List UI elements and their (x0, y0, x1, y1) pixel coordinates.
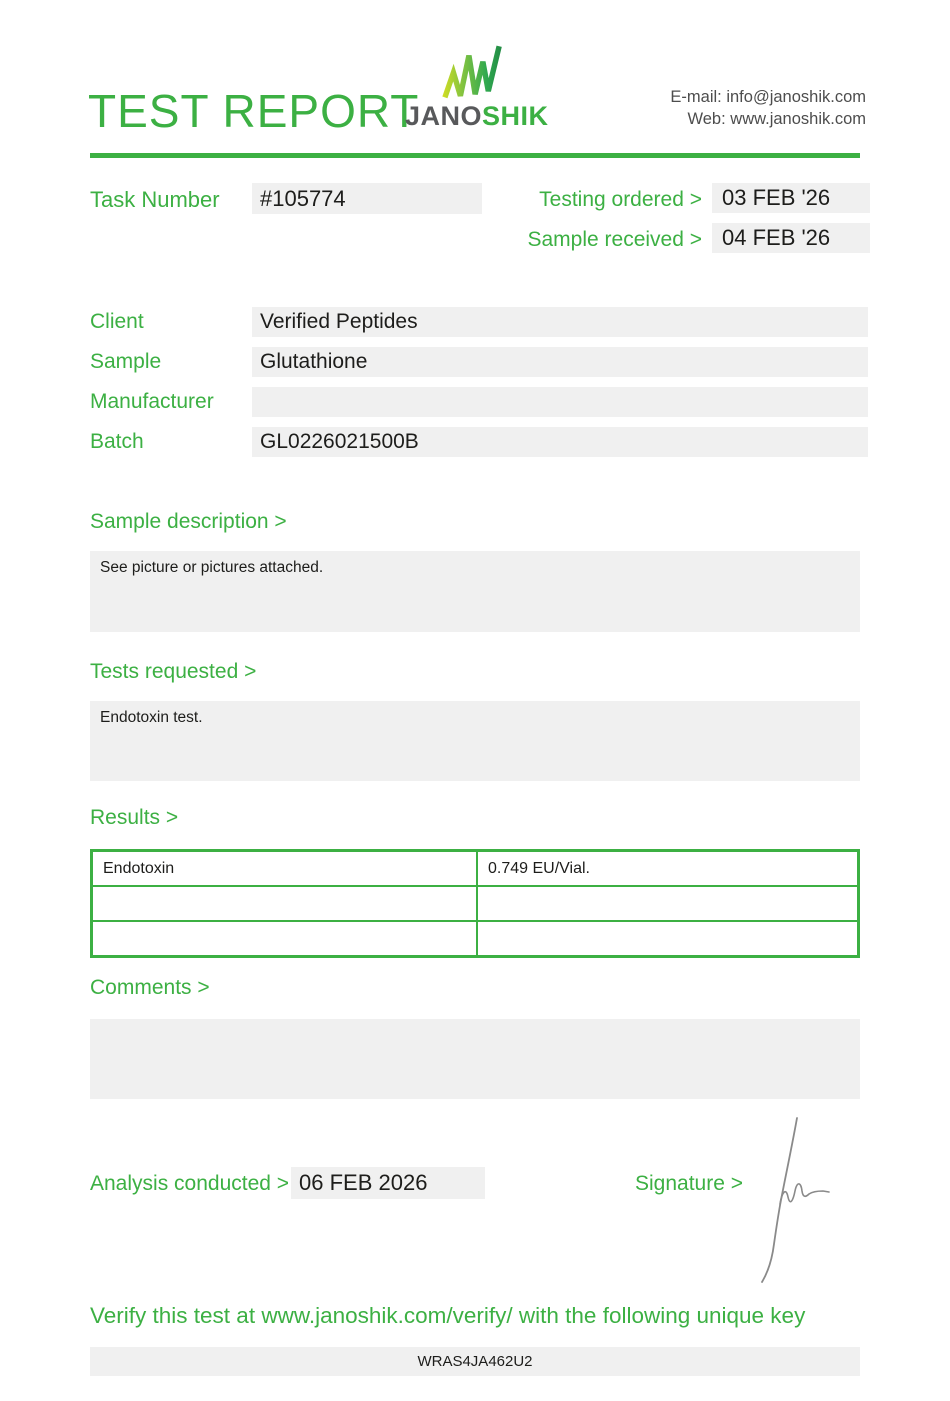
result-value-cell (477, 886, 858, 921)
contact-web: Web: www.janoshik.com (687, 110, 866, 128)
comments-heading: Comments > (90, 976, 210, 999)
janoshik-logo-wordmark (405, 101, 549, 132)
comments-box (90, 1019, 860, 1099)
logo-word-dark: JANO (405, 101, 483, 131)
task-number-value: #105774 (252, 183, 482, 214)
results-heading: Results > (90, 806, 179, 829)
result-value-cell (477, 921, 858, 956)
batch-label: Batch (90, 430, 144, 453)
results-table (90, 849, 860, 958)
signature-label: Signature > (635, 1172, 743, 1195)
manufacturer-label: Manufacturer (90, 390, 214, 413)
header-divider (90, 153, 860, 158)
result-name-cell (92, 886, 477, 921)
sample-label: Sample (90, 350, 162, 373)
contact-email: E-mail: info@janoshik.com (670, 88, 866, 106)
logo-word-green: SHIK (482, 101, 549, 131)
result-name-cell (92, 921, 477, 956)
analysis-conducted-label: Analysis conducted > (90, 1172, 290, 1195)
janoshik-chart-peaks-icon (438, 40, 520, 102)
result-value-cell: 0.749 EU/Vial. (477, 851, 858, 886)
verify-instruction: Verify this test at www.janoshik.com/verify/ with the following unique key (90, 1303, 806, 1328)
contact-block (670, 86, 866, 130)
sample-received-label: Sample received > (527, 228, 702, 251)
handwritten-signature (750, 1112, 844, 1288)
analysis-conducted-value: 06 FEB 2026 (291, 1167, 485, 1199)
tests-requested-heading: Tests requested > (90, 660, 257, 683)
task-number-label: Task Number (90, 187, 220, 212)
result-name-cell: Endotoxin (92, 851, 477, 886)
sample-description-box: See picture or pictures attached. (90, 551, 860, 632)
testing-ordered-label: Testing ordered > (539, 188, 702, 211)
sample-description-heading: Sample description > (90, 510, 287, 533)
tests-requested-box: Endotoxin test. (90, 701, 860, 781)
sample-received-value: 04 FEB '26 (712, 223, 870, 253)
unique-key-value: WRAS4JA462U2 (90, 1347, 860, 1376)
manufacturer-value (252, 387, 868, 417)
page-title: TEST REPORT (88, 85, 420, 137)
sample-value: Glutathione (252, 347, 868, 377)
testing-ordered-value: 03 FEB '26 (712, 183, 870, 213)
client-value: Verified Peptides (252, 307, 868, 337)
client-label: Client (90, 310, 144, 333)
batch-value: GL0226021500B (252, 427, 868, 457)
